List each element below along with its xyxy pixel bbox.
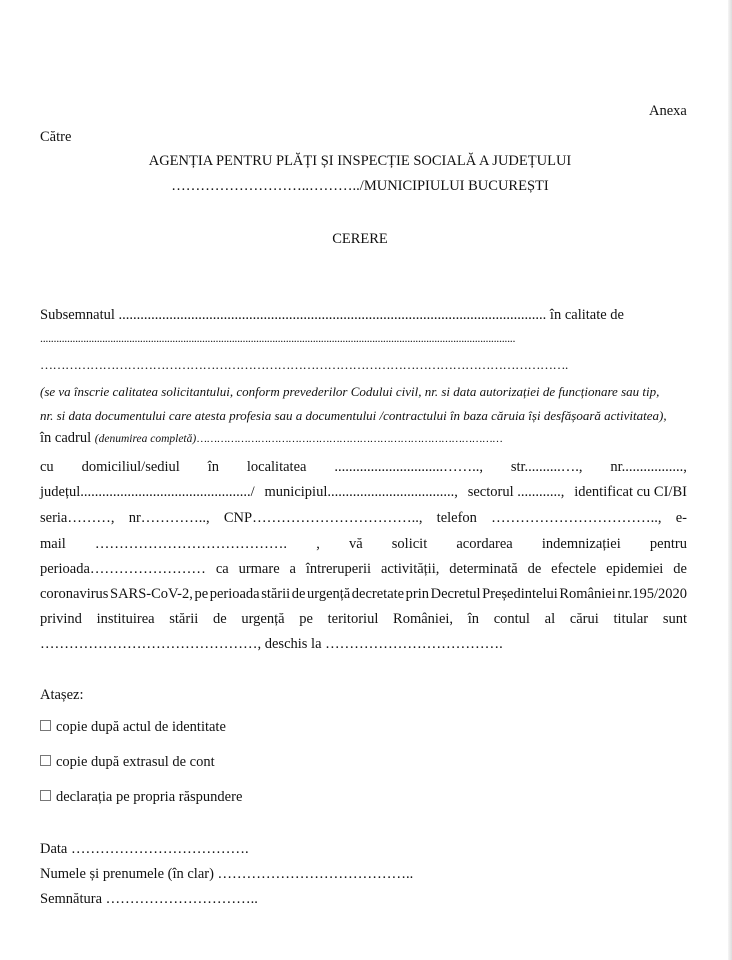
text-segment: municipiul..................................., xyxy=(264,484,458,500)
text-segment: ..............................…….., xyxy=(334,459,483,475)
text-segment: …………………………….., xyxy=(491,510,662,526)
text-segment: localitatea xyxy=(246,459,307,475)
text-segment: determinată xyxy=(449,561,518,577)
attachments-heading: Atașez: xyxy=(40,687,84,703)
dotted-line-2: ………………………………………………………………………………………………………………. xyxy=(40,357,568,372)
text-segment: domiciliul/sediul xyxy=(81,459,180,475)
date-field: Data ………………………………. xyxy=(40,841,249,857)
text-segment: stării xyxy=(261,586,291,602)
attachment-label: copie după extrasul de cont xyxy=(56,754,215,770)
text-segment: României xyxy=(559,586,616,602)
attachment-item xyxy=(40,789,242,806)
text-segment: nr................., xyxy=(610,459,687,475)
text-segment: stării xyxy=(169,611,199,627)
text-segment: e- xyxy=(675,510,687,526)
text-segment: activității, xyxy=(380,561,440,577)
text-segment: pe xyxy=(299,611,313,627)
text-segment: CNP…………………………….., xyxy=(223,510,423,526)
text-segment: Președintelui xyxy=(482,586,558,602)
id-row xyxy=(40,510,687,527)
text-segment: prin xyxy=(405,586,430,602)
text-segment: nr………….., xyxy=(128,510,210,526)
text-segment: în xyxy=(207,459,219,475)
text-segment: de xyxy=(673,561,687,577)
text-segment: în xyxy=(467,611,480,627)
text-segment: nr.195/2020 xyxy=(617,586,687,602)
text-segment: ca xyxy=(215,561,229,577)
text-segment: pentru xyxy=(649,536,687,552)
text-segment: urgență xyxy=(307,586,351,602)
company-dots: ……………………………………………………………………………… xyxy=(196,433,503,445)
text-segment: pe xyxy=(194,586,209,602)
annex-label: Anexa xyxy=(649,103,687,119)
text-segment: str..........…., xyxy=(510,459,583,475)
attachment-item xyxy=(40,754,215,771)
company-line xyxy=(40,430,502,447)
text-segment: seria………, xyxy=(40,510,115,526)
period-row xyxy=(40,561,687,578)
text-segment: , xyxy=(316,536,320,552)
text-segment: acordarea xyxy=(456,536,513,552)
text-segment: contul xyxy=(493,611,530,627)
text-segment: epidemiei xyxy=(606,561,664,577)
text-segment: teritoriul xyxy=(327,611,379,627)
text-segment: decretate xyxy=(351,586,405,602)
instruction-note-line2: nr. si data documentului care atesta profesia sau a documentului /contractului în baza căruia își desfășoară activitatea), xyxy=(40,408,667,423)
text-segment: cu xyxy=(40,459,54,475)
attachment-label: copie după actul de identitate xyxy=(56,719,226,735)
text-segment: titular xyxy=(613,611,649,627)
text-segment: perioada…………………… xyxy=(40,561,206,577)
text-segment: sectorul ............, xyxy=(467,484,565,500)
text-segment: urmare xyxy=(238,561,280,577)
text-segment: Decretul xyxy=(430,586,481,602)
text-segment: coronavirus xyxy=(40,586,109,602)
text-segment: SARS-CoV-2, xyxy=(110,586,193,602)
bank-account-line: ………………………………………, deschis la ………………………………. xyxy=(40,636,503,652)
text-segment: solicit xyxy=(391,536,428,552)
company-hint: (denumirea completă) xyxy=(94,433,197,445)
agency-name-line1: AGENȚIA PENTRU PLĂȚI ȘI INSPECȚIE SOCIALĂ A JUDEȚULUI xyxy=(148,153,572,169)
address-row xyxy=(40,459,687,476)
document-title: CERERE xyxy=(332,231,388,247)
text-segment: indemnizației xyxy=(541,536,621,552)
checkbox-icon[interactable] xyxy=(40,720,51,731)
attachment-label: declarația pe propria răspundere xyxy=(56,789,243,805)
text-segment: al xyxy=(544,611,556,627)
text-segment: perioada xyxy=(209,586,260,602)
text-segment: vă xyxy=(348,536,363,552)
email-row xyxy=(40,536,687,553)
text-segment: sunt xyxy=(662,611,687,627)
text-segment: întreruperii xyxy=(305,561,372,577)
text-segment: de xyxy=(212,611,227,627)
text-segment: a xyxy=(289,561,296,577)
checkbox-icon[interactable] xyxy=(40,755,51,766)
attachment-item xyxy=(40,719,226,736)
text-segment: de xyxy=(527,561,542,577)
applicant-line: Subsemnatul ...................................................................................................................... în calitate de xyxy=(40,307,624,323)
text-segment: …………………………………. xyxy=(94,536,288,552)
recipient-label: Către xyxy=(40,129,72,145)
page-edge-shadow xyxy=(728,0,732,960)
text-segment: urgență xyxy=(241,611,285,627)
text-segment: identificat cu CI/BI xyxy=(574,484,687,500)
signature-field: Semnătura ………………………….. xyxy=(40,891,258,907)
text-segment: instituirea xyxy=(96,611,155,627)
decree-row xyxy=(40,611,687,628)
coronavirus-row xyxy=(40,586,687,603)
text-segment: de xyxy=(291,586,306,602)
agency-name-line2: ………………………..………../MUNICIPIULUI BUCUREȘTI xyxy=(171,178,549,194)
text-segment: României, xyxy=(393,611,454,627)
county-row xyxy=(40,484,687,501)
checkbox-icon[interactable] xyxy=(40,790,51,801)
dotted-line-1: ................................................................................................................................................................................ xyxy=(40,331,516,345)
text-segment: județul.............................................../ xyxy=(40,484,255,500)
name-field: Numele și prenumele (în clar) ………………………………….. xyxy=(40,866,414,882)
instruction-note-line1: (se va înscrie calitatea solicitantului, conform prevederilor Codului civil, nr. si data autorizației de funcționare sau tip, xyxy=(40,384,660,399)
text-segment: telefon xyxy=(436,510,477,526)
text-segment: cărui xyxy=(569,611,599,627)
text-segment: efectele xyxy=(551,561,597,577)
text-segment: privind xyxy=(40,611,82,627)
text-segment: mail xyxy=(40,536,66,552)
company-label: în cadrul xyxy=(40,430,92,446)
